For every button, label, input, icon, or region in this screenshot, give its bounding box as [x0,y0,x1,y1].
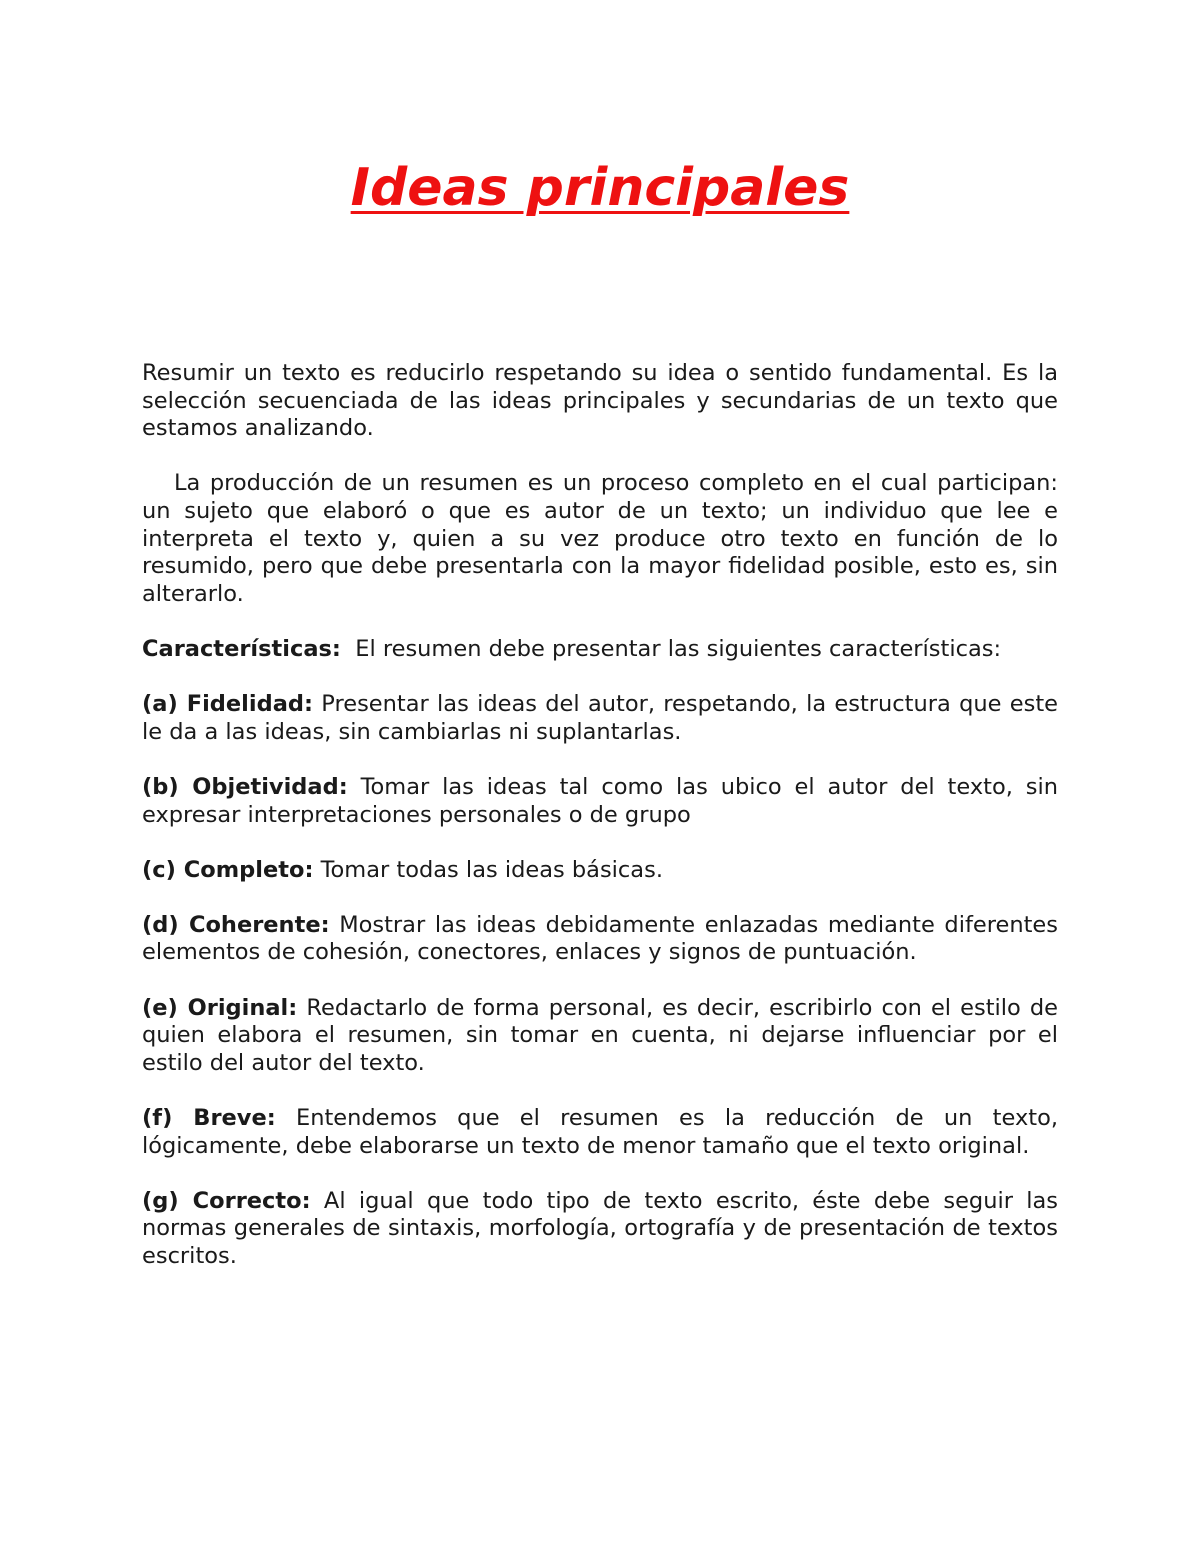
item-fidelidad [142,691,1058,746]
characteristics-text: El resumen debe presentar las siguientes características: [355,635,1002,662]
item-objetividad [142,774,1058,829]
item-coherente [142,912,1058,967]
item-label: (f) Breve: [142,1105,276,1132]
page-title: Ideas principales [350,158,850,218]
item-label: (a) Fidelidad: [142,691,313,718]
item-label: (c) Completo: [142,856,314,883]
item-label: (d) Coherente: [142,911,330,938]
document-body [142,360,1058,1298]
item-text: Al igual que todo tipo de texto escrito, éste debe seguir las normas generales de sintaxis, morfología, ortografía y de presentación de textos escritos. [142,1187,1059,1269]
item-correcto [142,1188,1058,1271]
characteristics-paragraph [142,636,1058,664]
item-text: Presentar las ideas del autor, respetando, la estructura que este le da a las ideas, sin cambiarlas ni suplantarlas. [142,691,1058,745]
intro-paragraph: Resumir un texto es reducirlo respetando su idea o sentido fundamental. Es la selección secuenciada de las ideas principales y secundarias de un texto que estamos analizando. [142,360,1058,442]
item-text: Redactarlo de forma personal, es decir, escribirlo con el estilo de quien elabora el resumen, sin tomar en cuenta, ni dejarse influenciar por el estilo del autor del texto. [142,994,1059,1076]
item-text: Mostrar las ideas debidamente enlazadas mediante diferentes elementos de cohesión, conectores, enlaces y signos de puntuación. [142,911,1058,966]
item-label: (e) Original: [142,994,298,1021]
item-original [142,995,1058,1078]
item-text: Entendemos que el resumen es la reducción de un texto, lógicamente, debe elaborarse un texto de menor tamaño que el texto original. [142,1105,1058,1159]
item-completo [142,857,1058,885]
item-breve [142,1105,1058,1160]
item-label: (g) Correcto: [142,1187,311,1214]
item-text: Tomar todas las ideas básicas. [320,856,663,883]
item-text: Tomar las ideas tal como las ubico el autor del texto, sin expresar interpretaciones personales o de grupo [142,773,1059,828]
production-paragraph: La producción de un resumen es un proceso completo en el cual participan: un sujeto que elaboró o que es autor de un texto; un individuo que lee e interpreta el texto y, quien a su vez produce otro texto en función de lo resumido, pero que debe presentarla con la mayor fidelidad posible, esto es, sin alterarlo. [142,470,1058,607]
characteristics-label: Características: [142,635,341,662]
item-label: (b) Objetividad: [142,773,348,800]
